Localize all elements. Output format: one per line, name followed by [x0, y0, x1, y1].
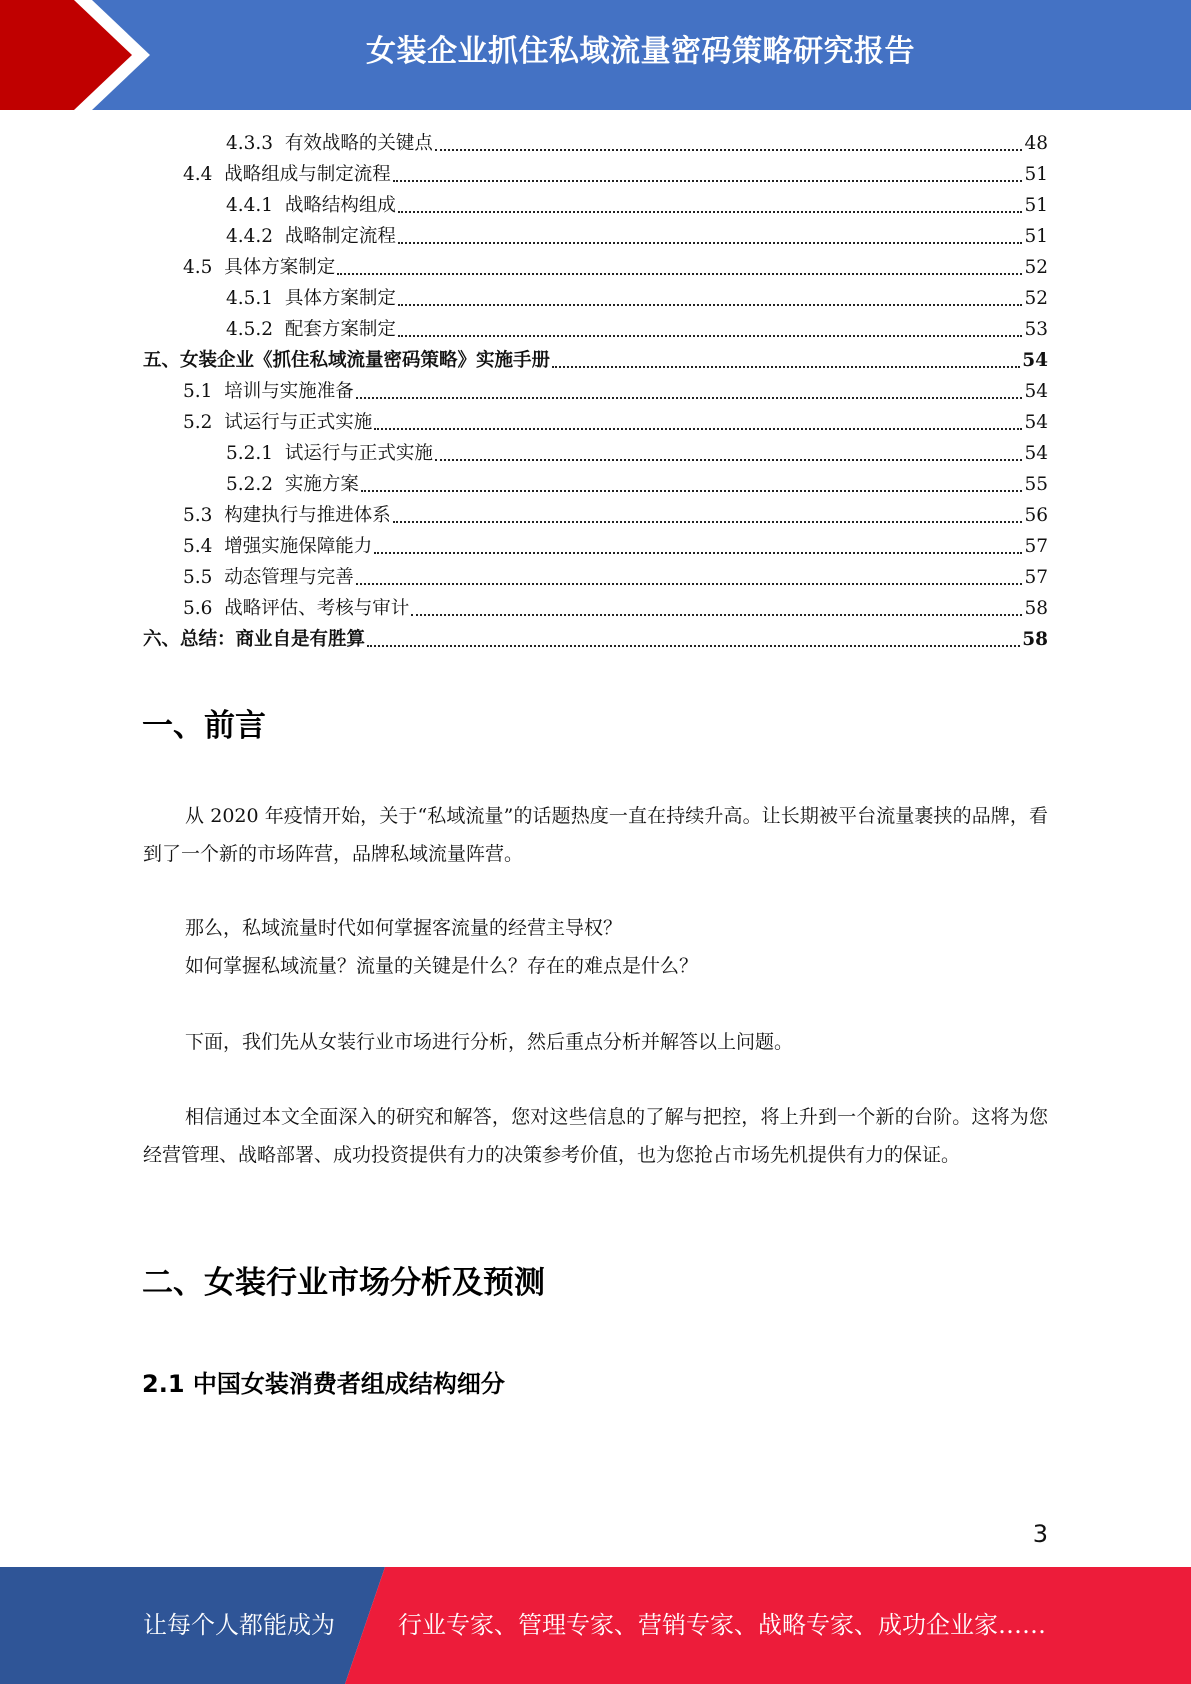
toc-entry-title: 培训与实施准备: [224, 381, 354, 402]
toc-entry-page: 48: [1024, 133, 1048, 154]
toc-entry[interactable]: [143, 283, 1048, 314]
toc-entry-number: 5.1: [183, 381, 213, 402]
page-number: 3: [1032, 1520, 1048, 1548]
toc-entry[interactable]: [143, 469, 1048, 500]
toc-entry[interactable]: [143, 624, 1048, 655]
toc-entry-page: 58: [1022, 629, 1048, 650]
toc-entry-page: 57: [1024, 567, 1048, 588]
page-header: [0, 0, 1191, 110]
toc-entry[interactable]: [143, 593, 1048, 624]
toc-entry-number: 5.2.2: [226, 474, 274, 495]
toc-entry-title: 实施方案: [284, 474, 359, 495]
toc-entry-page: 52: [1024, 257, 1048, 278]
toc-dot-leader: [337, 273, 1022, 275]
toc-entry[interactable]: [143, 221, 1048, 252]
toc-entry-number: 六、: [143, 629, 181, 650]
subsection-heading: 2.1 中国女装消费者组成结构细分: [142, 1370, 505, 1398]
toc-entry-title: 有效战略的关键点: [284, 133, 433, 154]
toc-entry-page: 54: [1022, 350, 1048, 371]
paragraph: 那么，私域流量时代如何掌握客流量的经营主导权？: [185, 917, 623, 939]
toc-entry-page: 51: [1024, 195, 1048, 216]
toc-dot-leader: [398, 242, 1023, 244]
toc-dot-leader: [435, 459, 1023, 461]
toc-entry-page: 53: [1024, 319, 1048, 340]
toc-entry[interactable]: [143, 376, 1048, 407]
paragraph: 相信通过本文全面深入的研究和解答，您对这些信息的了解与把控，将上升到一个新的台阶。这将为您经营管理、战略部署、成功投资提供有力的决策参考价值，也为您抢占市场先机提供有力的保证。: [143, 1106, 1048, 1166]
toc-entry-title: 战略评估、考核与审计: [224, 598, 410, 619]
toc-dot-leader: [552, 366, 1020, 368]
toc-entry-number: 5.4: [183, 536, 213, 557]
toc-entry-title: 战略结构组成: [284, 195, 396, 216]
toc-entry-number: 4.5: [183, 257, 213, 278]
toc-entry-number: 5.3: [183, 505, 213, 526]
paragraph: 下面，我们先从女装行业市场进行分析，然后重点分析并解答以上问题。: [185, 1031, 794, 1053]
toc-dot-leader: [361, 490, 1023, 492]
section-heading-preface: 一、前言: [142, 708, 266, 744]
toc-entry-number: 4.4.1: [226, 195, 274, 216]
toc-dot-leader: [398, 211, 1023, 213]
toc-dot-leader: [393, 180, 1023, 182]
toc-entry[interactable]: [143, 252, 1048, 283]
toc-entry[interactable]: [143, 190, 1048, 221]
toc-dot-leader: [356, 583, 1023, 585]
toc-entry-title: 具体方案制定: [224, 257, 336, 278]
paragraph: 从 2020 年疫情开始，关于“私域流量”的话题热度一直在持续升高。让长期被平台流量裹挟的品牌，看到了一个新的市场阵营，品牌私域流量阵营。: [143, 805, 1048, 865]
toc-entry-title: 战略组成与制定流程: [224, 164, 391, 185]
footer-slogan-left: 让每个人都能成为: [143, 1611, 335, 1639]
toc-entry-number: 5.2: [183, 412, 213, 433]
toc-entry-title: 试运行与正式实施: [224, 412, 373, 433]
toc-entry-title: 构建执行与推进体系: [224, 505, 391, 526]
toc-entry-title: 总结：商业自是有胜算: [180, 629, 366, 650]
toc-entry-number: 4.3.3: [226, 133, 274, 154]
toc-entry[interactable]: [143, 345, 1048, 376]
toc-entry-title: 配套方案制定: [284, 319, 396, 340]
toc-entry-number: 4.4.2: [226, 226, 274, 247]
section-heading-market-analysis: 二、女装行业市场分析及预测: [142, 1265, 545, 1301]
toc-entry-number: 5.2.1: [226, 443, 274, 464]
toc-entry[interactable]: [143, 128, 1048, 159]
toc-entry-page: 54: [1024, 412, 1048, 433]
toc-dot-leader: [435, 149, 1023, 151]
toc-entry-number: 5.6: [183, 598, 213, 619]
toc-entry-page: 54: [1024, 443, 1048, 464]
toc-entry-number: 4.5.2: [226, 319, 274, 340]
paragraph: 如何掌握私域流量？流量的关键是什么？存在的难点是什么？: [185, 955, 699, 977]
toc-entry[interactable]: [143, 159, 1048, 190]
toc-entry-title: 试运行与正式实施: [284, 443, 433, 464]
toc-entry-page: 52: [1024, 288, 1048, 309]
footer-slogan-right: 行业专家、管理专家、营销专家、战略专家、成功企业家……: [398, 1611, 1046, 1639]
toc-entry-page: 51: [1024, 164, 1048, 185]
toc-entry-number: 5.5: [183, 567, 213, 588]
toc-entry-number: 4.4: [183, 164, 213, 185]
page-footer: [0, 1567, 1191, 1684]
toc-entry-page: 56: [1024, 505, 1048, 526]
toc-dot-leader: [398, 335, 1023, 337]
toc-entry[interactable]: [143, 407, 1048, 438]
toc-entry-title: 增强实施保障能力: [224, 536, 373, 557]
toc-dot-leader: [398, 304, 1023, 306]
toc-entry-page: 58: [1024, 598, 1048, 619]
toc-entry-title: 具体方案制定: [284, 288, 396, 309]
toc-entry-number: 五、: [143, 350, 181, 371]
toc-entry-page: 55: [1024, 474, 1048, 495]
toc-entry[interactable]: [143, 438, 1048, 469]
toc-dot-leader: [411, 614, 1022, 616]
toc-entry-title: 战略制定流程: [284, 226, 396, 247]
toc-dot-leader: [374, 552, 1022, 554]
report-title: 女装企业抓住私域流量密码策略研究报告: [366, 34, 915, 69]
toc-entry-title: 女装企业《抓住私域流量密码策略》实施手册: [180, 350, 551, 371]
toc-entry[interactable]: [143, 531, 1048, 562]
toc-dot-leader: [393, 521, 1023, 523]
toc-entry[interactable]: [143, 562, 1048, 593]
toc-entry[interactable]: [143, 314, 1048, 345]
toc-entry-number: 4.5.1: [226, 288, 274, 309]
toc-entry[interactable]: [143, 500, 1048, 531]
toc-entry-page: 54: [1024, 381, 1048, 402]
toc-entry-page: 51: [1024, 226, 1048, 247]
toc-entry-page: 57: [1024, 536, 1048, 557]
toc-dot-leader: [367, 645, 1020, 647]
toc-entry-title: 动态管理与完善: [224, 567, 354, 588]
toc-dot-leader: [374, 428, 1022, 430]
toc-dot-leader: [356, 397, 1023, 399]
table-of-contents: [143, 128, 1048, 655]
